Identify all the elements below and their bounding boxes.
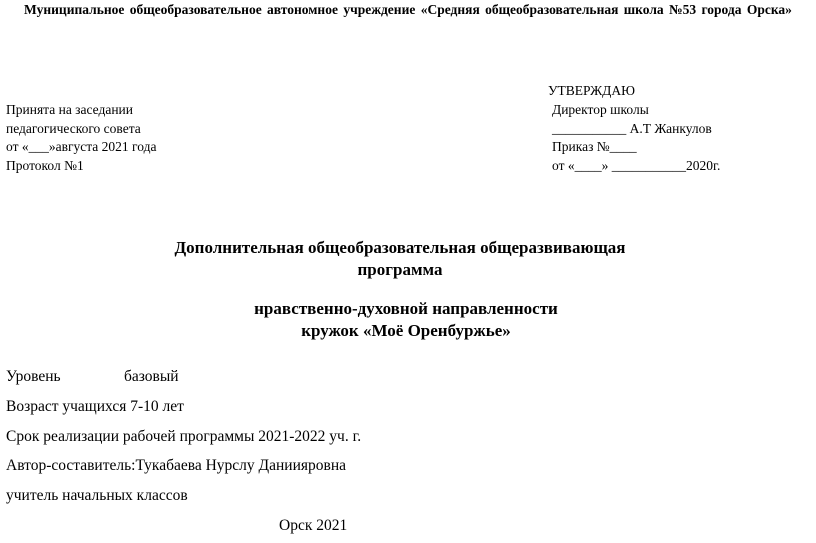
approval-line: ___________ А.Т Жанкулов: [552, 120, 712, 136]
program-direction-line: нравственно-духовной направленности: [254, 299, 558, 318]
program-title-line: Дополнительная общеобразовательная общеразвивающая: [174, 238, 626, 257]
level-value: базовый: [124, 368, 179, 385]
age-row: Возраст учащихся 7-10 лет: [6, 398, 184, 415]
approve-heading: УТВЕРЖДАЮ: [548, 83, 636, 98]
approval-block: [552, 101, 720, 175]
level-label: Уровень: [6, 368, 61, 385]
school-header: Муниципальное общеобразовательное автономное учреждение «Средняя общеобразовательная школа №53 города Орска»: [24, 2, 792, 17]
level-row: [6, 368, 179, 386]
approval-line: Директор школы: [552, 102, 649, 117]
author-row: Автор-составитель:Тукабаева Нурслу Даниияровна: [6, 457, 347, 474]
term-row: Срок реализации рабочей программы 2021-2022 уч. г.: [6, 428, 362, 445]
adoption-line: педагогического совета: [6, 120, 141, 136]
approval-line: от «____» ___________2020г.: [552, 157, 721, 173]
approval-line: Приказ №____: [552, 139, 637, 154]
program-name-line: кружок «Моё Оренбуржье»: [301, 321, 511, 340]
adoption-line: Протокол №1: [6, 157, 84, 173]
footer-place-year: Орск 2021: [279, 517, 348, 534]
adoption-line: от «___»августа 2021 года: [6, 139, 157, 154]
adoption-block: [6, 101, 156, 175]
position-row: учитель начальных классов: [6, 487, 188, 504]
adoption-line: Принята на заседании: [6, 102, 134, 117]
program-title-line: программа: [357, 260, 443, 279]
